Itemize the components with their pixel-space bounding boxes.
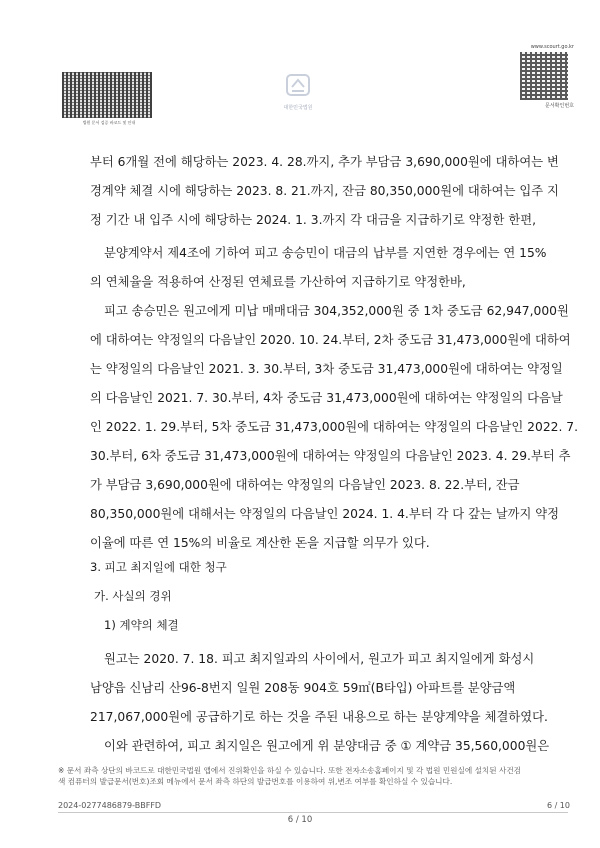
emblem-caption: 대한민국법원: [283, 105, 313, 111]
qr-caption: 문서확인번호: [545, 103, 574, 109]
verification-barcode: [62, 72, 152, 118]
body-line: 남양읍 신남리 산96-8번지 일원 208동 904호 59㎡(B타입) 아파트를 분양금액: [90, 681, 516, 695]
body-line: 의 연체율을 적용하여 산정된 연체료를 가산하여 지급하기로 약정한바,: [90, 275, 466, 289]
body-line: 30.부터, 6차 중도금 31,473,000원에 대하여는 약정일의 다음날인 2023. 4. 29.부터 추: [90, 449, 571, 463]
body-line: 에 대하여는 약정일의 다음날인 2020. 10. 24.부터, 2차 중도금 31,473,000원에 대하여: [90, 333, 571, 347]
body-line: 원고는 2020. 7. 18. 피고 최지일과의 사이에서, 원고가 피고 최지일에게 화성시: [104, 652, 535, 666]
court-emblem-icon: [278, 72, 318, 104]
body-line: 경계약 체결 시에 해당하는 2023. 8. 21.까지, 잔금 80,350,000원에 대하여는 입주 지: [90, 184, 559, 198]
subsection-heading: 가. 사실의 경위: [94, 589, 172, 603]
court-site-url: www.scourt.go.kr: [530, 44, 574, 50]
body-line: 인 2022. 1. 29.부터, 5차 중도금 31,473,000원에 대하여는 약정일의 다음날인 2022. 7.: [90, 420, 579, 434]
body-line: 분양계약서 제4조에 기하여 피고 송승민이 대금의 납부를 지연한 경우에는 연 15%: [104, 246, 547, 260]
section-heading: 3. 피고 최지일에 대한 청구: [90, 560, 227, 574]
qr-code: [520, 52, 568, 100]
body-line: 피고 송승민은 원고에게 미납 매매대금 304,352,000원 중 1차 중도금 62,947,000원: [104, 304, 569, 318]
body-line: 는 약정일의 다음날인 2021. 3. 30.부터, 3차 중도금 31,473,000원에 대하여는 약정일: [90, 362, 563, 376]
page-number-center: 6 / 10: [287, 815, 313, 825]
page-number-right: 6 / 10: [546, 801, 570, 810]
body-line: 이율에 따른 연 15%의 비율로 계산한 돈을 지급할 의무가 있다.: [90, 536, 430, 550]
body-line: 217,067,000원에 공급하기로 하는 것을 주된 내용으로 하는 분양계약을 체결하였다.: [90, 710, 548, 724]
body-line: 부터 6개월 전에 해당하는 2023. 4. 28.까지, 추가 부담금 3,690,000원에 대하여는 변: [90, 155, 559, 169]
body-line: 이와 관련하여, 피고 최지일은 원고에게 위 분양대금 중 ① 계약금 35,560,000원은: [104, 739, 550, 753]
body-line: 가 부담금 3,690,000원에 대하여는 약정일의 다음날인 2023. 8. 22.부터, 잔금: [90, 478, 520, 492]
subsubsection-heading: 1) 계약의 체결: [104, 618, 179, 632]
body-line: 정 기간 내 입주 시에 해당하는 2024. 1. 3.까지 각 대금을 지급하기로 약정한 한편,: [90, 213, 536, 227]
footer-divider: [58, 812, 568, 813]
issue-number: 2024-0277486879-BBFFD: [58, 801, 162, 810]
body-line: 의 다음날인 2021. 7. 30.부터, 4차 중도금 31,473,000원에 대하여는 약정일의 다음날: [90, 391, 563, 405]
body-line: 80,350,000원에 대해서는 약정일의 다음날인 2024. 1. 4.부터 각 다 갚는 날까지 약정: [90, 507, 560, 521]
barcode-caption: 법원 문서 검증 바코드 및 안내: [82, 120, 136, 125]
verification-notice: ※ 문서 좌측 상단의 바코드로 대한민국법원 앱에서 진위확인을 하실 수 있습니다. 또한 전자소송홈페이지 및 각 법원 민원실에 설치된 사건검색 컴퓨터의 발급문서(번호)조회 메뉴에서 문서 좌측 하단의 발급번호를 이용하여 위,변조 여부를 확인하실 수 있습니다.: [58, 766, 522, 786]
